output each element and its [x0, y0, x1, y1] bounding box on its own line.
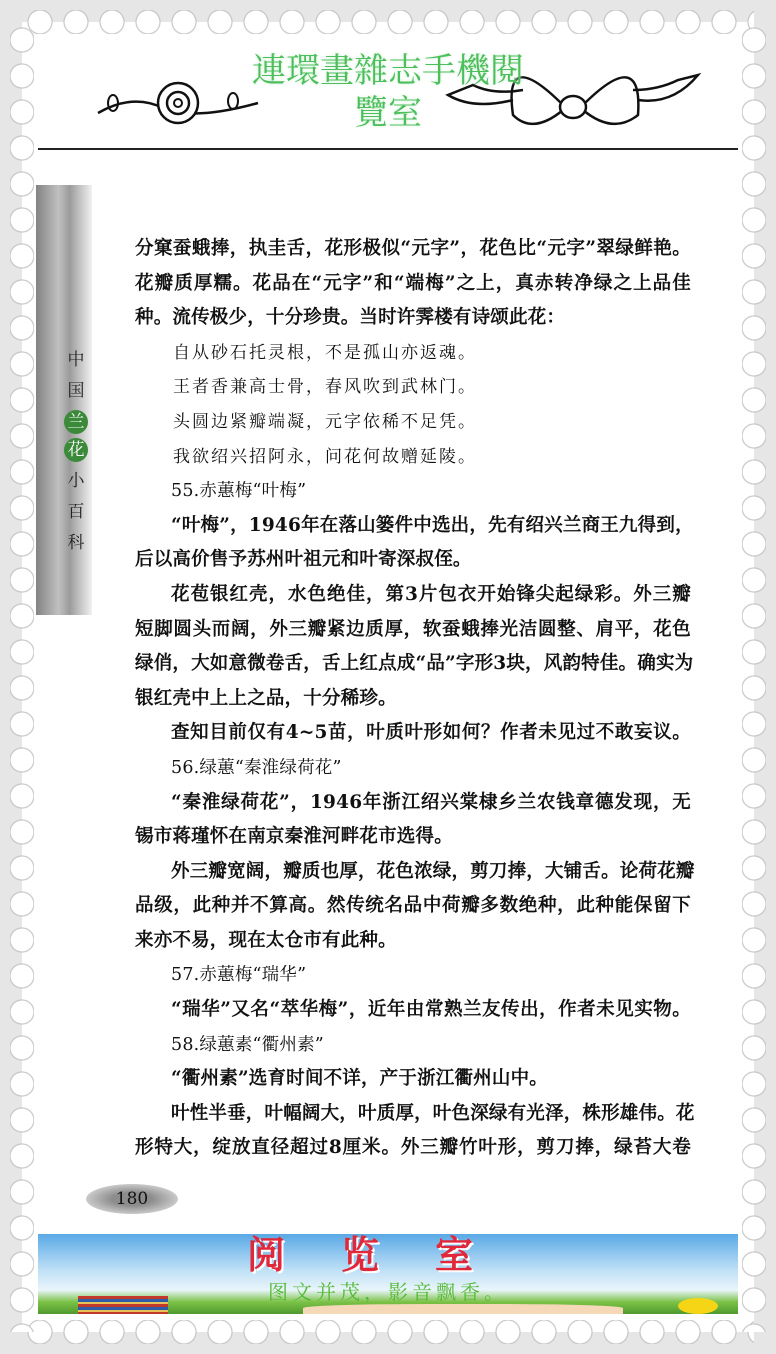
text-line: 查知目前仅有4~5苗，叶质叶形如何？作者未见过不敢妄议。 — [171, 722, 691, 744]
scalloped-border-left — [10, 22, 34, 1332]
sidebar-char: 花 — [64, 438, 88, 462]
page-number: 180 — [86, 1184, 178, 1214]
header-title-line1: 連環畫雜志手機閱 — [252, 51, 524, 91]
text-line: 形特大，绽放直径超过8厘米。外三瓣竹叶形，剪刀捧，绿苔大卷 — [135, 1137, 691, 1159]
text-line: 叶性半垂，叶幅阔大，叶质厚，叶色深绿有光泽，株形雄伟。花 — [171, 1102, 695, 1124]
text-line: 短脚圆头而阔，外三瓣紧边质厚，软蚕蛾捧光洁圆整、肩平，花色 — [135, 618, 691, 640]
text-line: 来亦不易，现在太仓市有此种。 — [135, 929, 397, 951]
header — [38, 45, 738, 145]
text-line: 分窠蚕蛾捧，执圭舌，花形极似“元字”，花色比“元字”翠绿鲜艳。 — [135, 238, 691, 259]
text-line: 品级，此种并不算高。然传统名品中荷瓣多数绝种，此种能保留下 — [135, 895, 691, 917]
section-heading: 55.赤蕙梅“叶梅” — [171, 481, 307, 502]
sidebar-char: 小 — [67, 471, 85, 491]
scalloped-border-top — [22, 10, 754, 34]
sidebar-char: 国 — [67, 381, 85, 401]
text-line: “瑞华”又名“萃华梅”，近年由常熟兰友传出，作者未见实物。 — [171, 999, 691, 1021]
text-line: 花苞银红壳，水色绝佳，第3片包衣开始锋尖起绿彩。外三瓣 — [171, 583, 691, 605]
text-line: “叶梅”，1946年在落山篓件中选出，先有绍兴兰商王九得到， — [171, 514, 694, 536]
section-heading: 57.赤蕙梅“瑞华” — [171, 965, 307, 986]
text-line: 锡市蒋瑾怀在南京秦淮河畔花市选得。 — [135, 826, 453, 848]
text-line: 外三瓣宽阔，瓣质也厚，花色浓绿，剪刀捧，大铺舌。论荷花瓣 — [171, 860, 695, 882]
text-line: “秦淮绿荷花”，1946年浙江绍兴棠棣乡兰农钱章德发现，无 — [171, 791, 691, 813]
text-line: 后以高价售予苏州叶祖元和叶寄深叔侄。 — [135, 549, 472, 571]
banner-slogan: 图文并茂，影音飘香。 — [268, 1280, 508, 1304]
poem-line: 王者香兼高士骨，春风吹到武林门。 — [173, 377, 477, 398]
section-heading: 58.绿蕙素“衢州素” — [171, 1034, 324, 1055]
sidebar-char: 兰 — [64, 410, 88, 434]
scalloped-border-right — [742, 22, 766, 1332]
sidebar-char: 中 — [67, 350, 85, 370]
reading-room-banner[interactable] — [38, 1234, 738, 1314]
article-body — [135, 232, 695, 1166]
section-heading: 56.绿蕙“秦淮绿荷花” — [171, 757, 342, 778]
poem-line: 自从砂石托灵根，不是孤山亦返魂。 — [173, 342, 477, 363]
header-title-line2: 覽室 — [354, 93, 422, 133]
poem-line: 头圆边紧瓣端凝，元字依稀不足凭。 — [173, 411, 477, 432]
poem-line: 我欲绍兴招阿永，问花何故赠延陵。 — [173, 446, 477, 467]
header-divider — [38, 148, 738, 150]
text-line: 花瓣质厚糯。花品在“元字”和“端梅”之上，真赤转净绿之上品佳 — [135, 272, 691, 294]
text-line: “衢州素”选育时间不详，产于浙江衢州山中。 — [171, 1068, 548, 1090]
text-line: 银红壳中上上之品，十分稀珍。 — [135, 687, 397, 709]
scalloped-border-bottom — [22, 1320, 754, 1344]
open-book-icon — [303, 1304, 623, 1314]
text-line: 种。流传极少，十分珍贵。当时许霁楼有诗颂此花： — [135, 307, 566, 329]
text-line: 绿俏，大如意微卷舌，舌上红点成“品”字形3块，风韵特佳。确实为 — [135, 653, 694, 675]
banner-title: 阅览室 — [246, 1234, 529, 1277]
sidebar-book-title — [60, 345, 92, 559]
sidebar-char: 百 — [67, 502, 85, 522]
sidebar-char: 科 — [67, 533, 85, 553]
